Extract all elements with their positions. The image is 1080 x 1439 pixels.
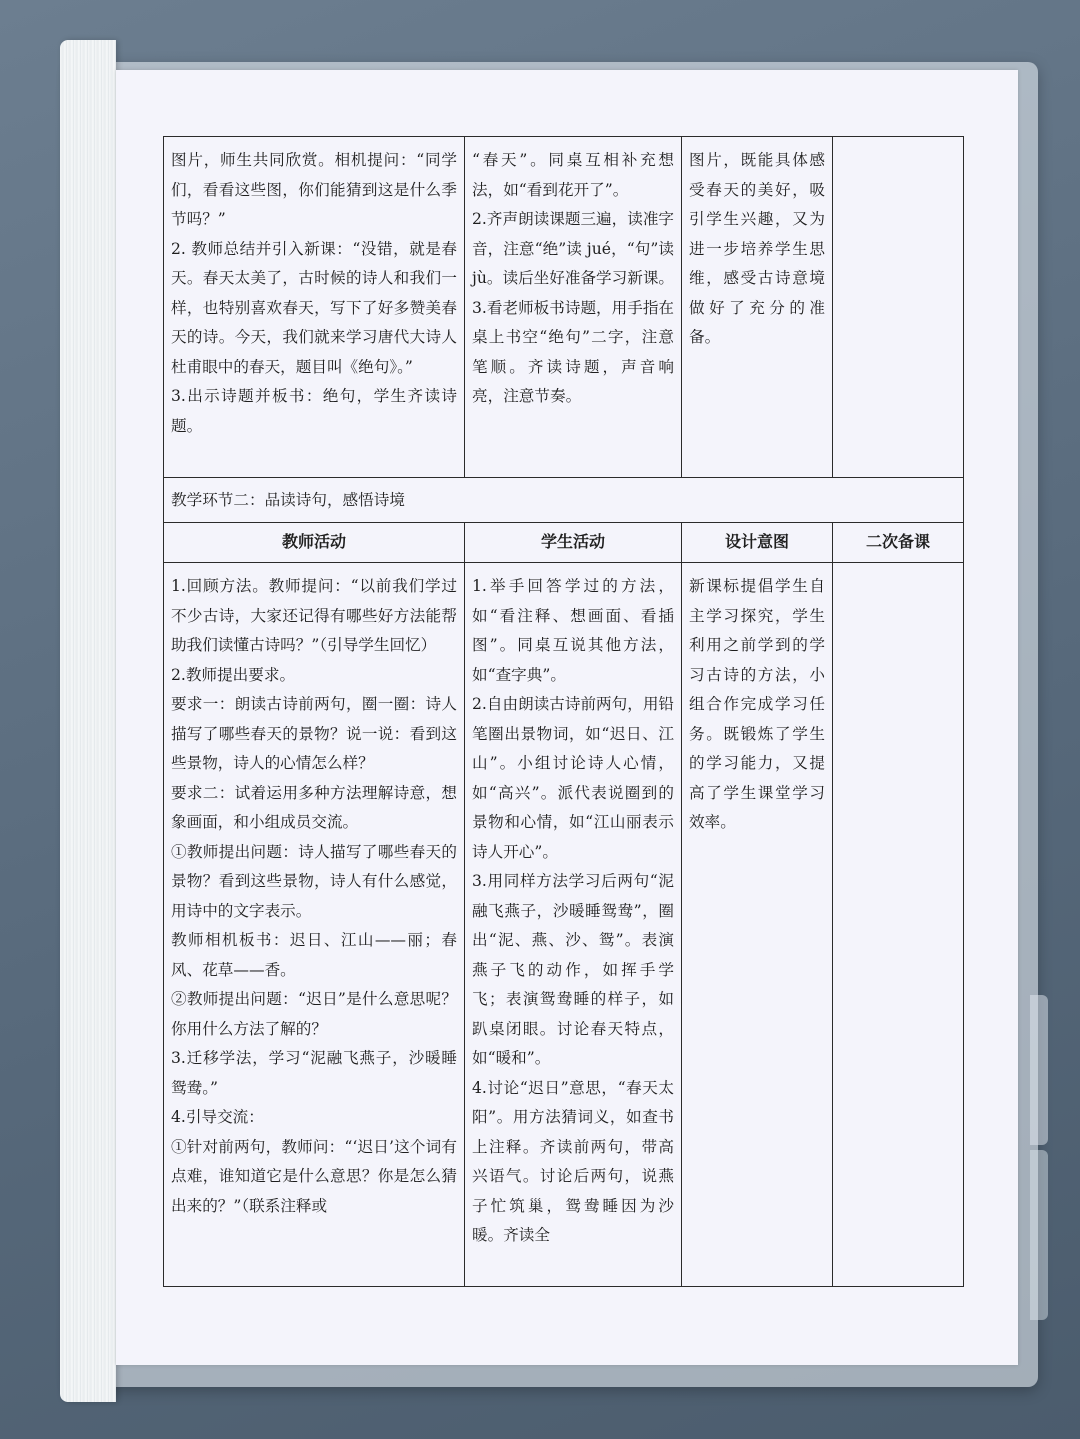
folder-divider-tab [1030, 995, 1048, 1145]
design-intent-cell [682, 563, 833, 1287]
table-row [164, 563, 964, 1287]
section-title: 教学环节二：品读诗句，感悟诗境 [164, 478, 964, 523]
teacher-activity-cell [164, 563, 465, 1287]
paragraph: 新课标提倡学生自主学习探究，学生利用之前学到的学习古诗的方法，小组合作完成学习任务。既锻炼了学生的学习能力，又提高了学生课堂学习效率。 [689, 577, 825, 831]
student-activity-cell [465, 137, 682, 478]
paragraph: ①教师提出问题：诗人描写了哪些春天的景物？看到这些景物，诗人有什么感觉，用诗中的文字表示。 [171, 842, 457, 920]
teacher-activity-cell [164, 137, 465, 478]
paragraph: 3.迁移学法，学习“泥融飞燕子，沙暖睡鸳鸯。” [171, 1049, 457, 1097]
paragraph: 图片，既能具体感受春天的美好，吸引学生兴趣，又为进一步培养学生思维，感受古诗意境做好了充分的准备。 [689, 151, 825, 346]
paragraph: 4.讨论“迟日”意思，“春天太阳”。用方法猜词义，如查书上注释。齐读前两句，带高兴语气。讨论后两句，说燕子忙筑巢，鸳鸯睡因为沙暖。齐读全 [472, 1078, 674, 1244]
table-row [164, 478, 964, 523]
lesson-plan-table [163, 136, 964, 1287]
binder-spine [60, 40, 116, 1402]
paragraph: ①针对前两句，教师问：“‘迟日’这个词有点难，谁知道它是什么意思？你是怎么猜出来的？”（联系注释或 [171, 1137, 457, 1215]
paragraph: 2. 教师总结并引入新课：“没错，就是春天。春天太美了，古时候的诗人和我们一样，也特别喜欢春天，写下了好多赞美春天的诗。今天，我们就来学习唐代大诗人杜甫眼中的春天，题目叫《绝句》。” [171, 239, 457, 376]
paragraph: 1.举手回答学过的方法，如“看注释、想画面、看插图”。同桌互说其他方法，如“查字典”。 [472, 577, 674, 684]
design-intent-cell [682, 137, 833, 478]
header-second-prep: 二次备课 [833, 523, 964, 563]
paragraph: 2.教师提出要求。 [171, 665, 296, 684]
header-teacher-activity: 教师活动 [164, 523, 465, 563]
folder-divider-tab [1030, 1150, 1048, 1320]
paragraph: 3.用同样方法学习后两句“泥融飞燕子，沙暖睡鸳鸯”，圈出“泥、燕、沙、鸳”。表演燕子飞的动作，如挥手学飞；表演鸳鸯睡的样子，如趴桌闭眼。讨论春天特点，如“暖和”。 [472, 872, 674, 1067]
paragraph: 教师相机板书：迟日、江山——丽；春风、花草——香。 [171, 931, 457, 979]
header-design-intent: 设计意图 [682, 523, 833, 563]
paragraph: 图片，师生共同欣赏。相机提问：“同学们，看看这些图，你们能猜到这是什么季节吗？” [171, 151, 457, 228]
paragraph: 要求一：朗读古诗前两句，圈一圈：诗人描写了哪些春天的景物？说一说：看到这些景物，诗人的心情怎么样？ [171, 695, 457, 772]
paragraph: 要求二：试着运用多种方法理解诗意，想象画面，和小组成员交流。 [171, 783, 457, 831]
paragraph: 3.出示诗题并板书：绝句，学生齐读诗题。 [171, 387, 457, 435]
paragraph: “春天”。同桌互相补充想法，如“看到花开了”。 [472, 151, 674, 199]
paragraph: 3.看老师板书诗题，用手指在桌上书空“绝句”二字，注意笔顺。齐读诗题，声音响亮，注意节奏。 [472, 298, 675, 405]
paragraph: ②教师提出问题：“迟日”是什么意思呢？你用什么方法了解的？ [171, 990, 457, 1038]
paragraph: 4.引导交流： [171, 1108, 264, 1126]
second-prep-cell [833, 563, 964, 1287]
table-row [164, 137, 964, 478]
paragraph: 2.自由朗读古诗前两句，用铅笔圈出景物词，如“迟日、江山”。小组讨论诗人心情，如“高兴”。派代表说圈到的景物和心情，如“江山丽表示诗人开心”。 [472, 695, 675, 861]
lesson-plan-table-container [163, 136, 963, 1287]
student-activity-cell [465, 563, 682, 1287]
paragraph: 1.回顾方法。教师提问：“以前我们学过不少古诗，大家还记得有哪些好方法能帮助我们读懂古诗吗？”（引导学生回忆） [171, 577, 457, 654]
second-prep-cell [833, 137, 964, 478]
paragraph: 2.齐声朗读课题三遍，读准字音，注意“绝”读 jué，“句”读 jù。读后坐好准备学习新课。 [472, 210, 675, 287]
table-header-row [164, 523, 964, 563]
header-student-activity: 学生活动 [465, 523, 682, 563]
